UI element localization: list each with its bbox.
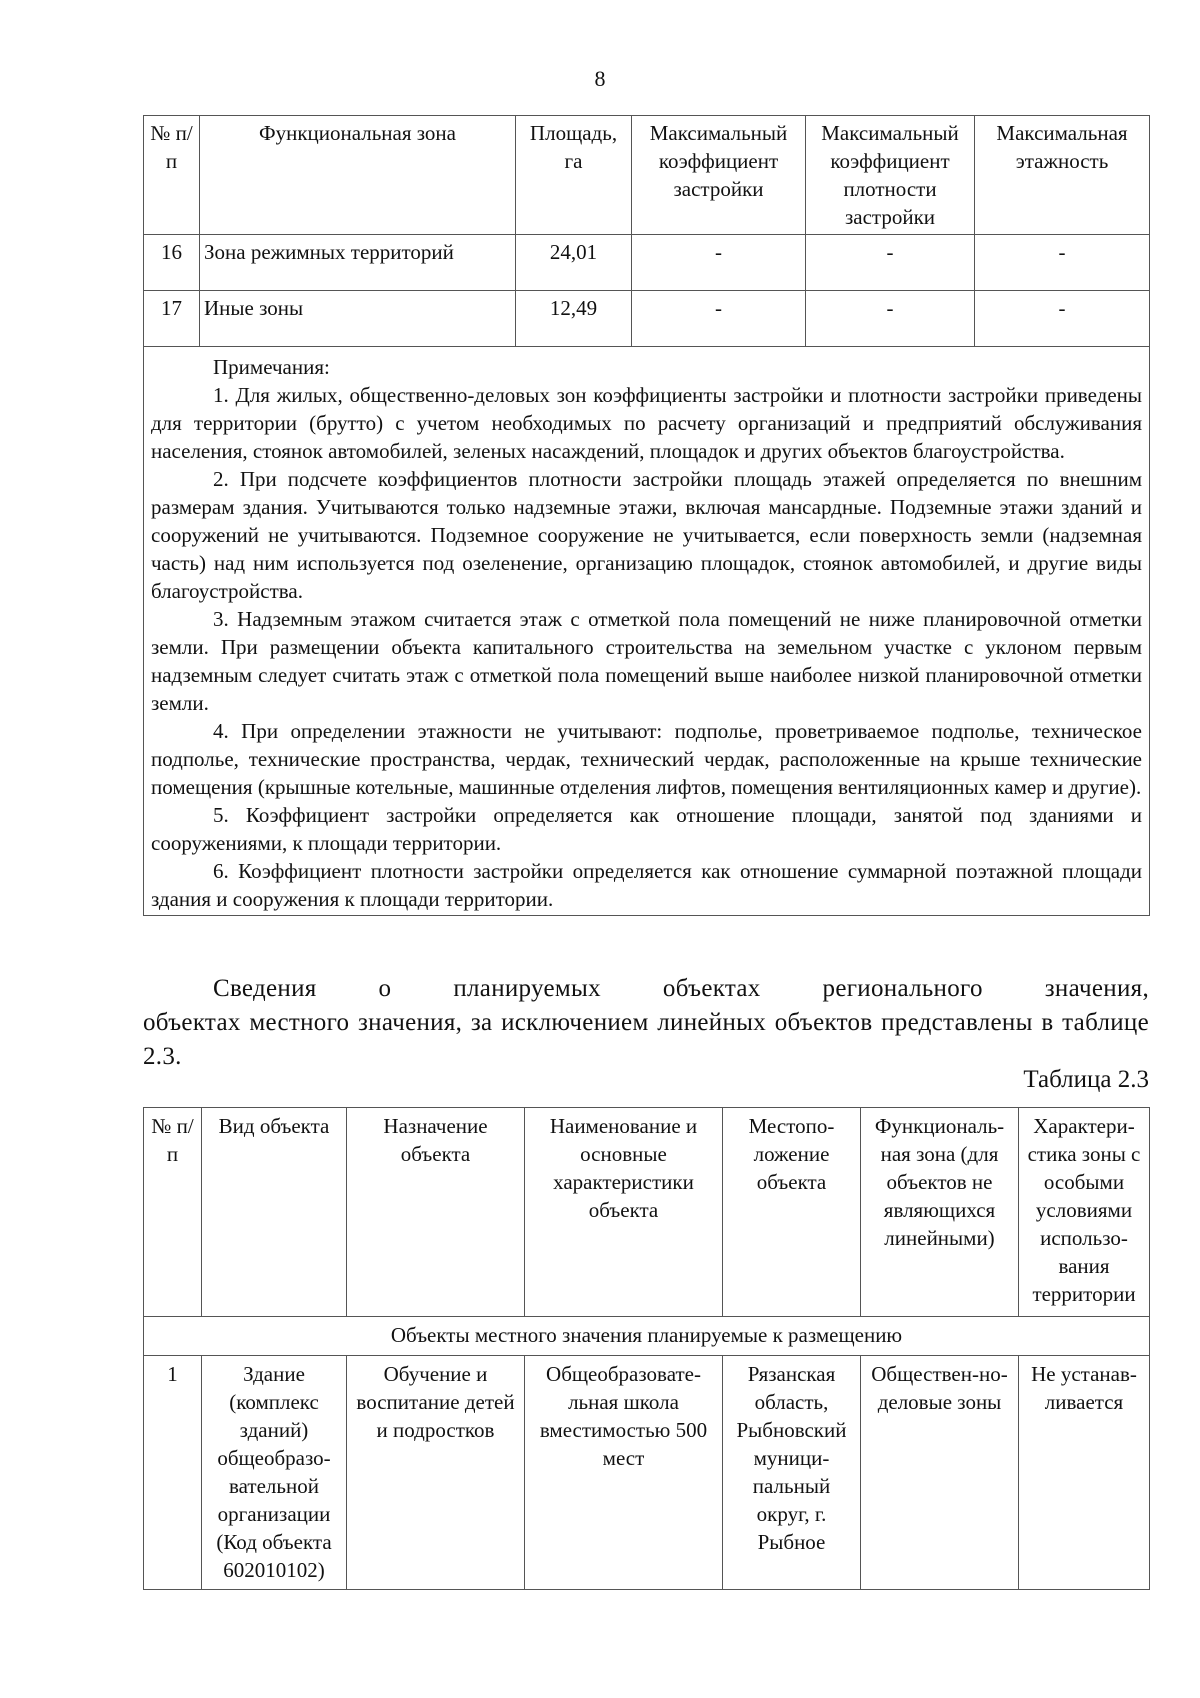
header-cell-purpose: Назначение объекта bbox=[347, 1108, 525, 1317]
paragraph-first-line: Сведения о планируемых объектах регионального значения, bbox=[213, 975, 1149, 1002]
notes-cell bbox=[144, 347, 1150, 916]
row-max-floors: - bbox=[975, 235, 1150, 291]
section-row bbox=[144, 1317, 1150, 1356]
notes-title: Примечания: bbox=[213, 355, 330, 379]
notes-row bbox=[144, 347, 1150, 916]
objects-table-header-row bbox=[144, 1108, 1150, 1317]
table-row bbox=[144, 235, 1150, 291]
row-number: 16 bbox=[144, 235, 200, 291]
note-item: 2. При подсчете коэффициентов плотности застройки площадь этажей определяется по внешним размерам здания. Учитываются только надземные этажи, включая мансардные. Подземные этажи зданий и сооружений не учитываются. Подземное сооружение не учитывается, если поверхность земли (надземная часть) над ним используется под озеленение, организацию площадок, стоянок автомобилей, и другие виды благоустройства. bbox=[151, 467, 1142, 603]
row-number: 17 bbox=[144, 291, 200, 347]
note-item: 5. Коэффициент застройки определяется как отношение площади, занятой под зданиями и сооружениями, к площади территории. bbox=[151, 803, 1142, 855]
row-zone: Иные зоны bbox=[200, 291, 516, 347]
header-cell-location: Местопо-ложение объекта bbox=[723, 1108, 861, 1317]
note-item: 6. Коэффициент плотности застройки определяется как отношение суммарной поэтажной площади здания и сооружения к площади территории. bbox=[151, 859, 1142, 911]
objects-table bbox=[143, 1107, 1150, 1590]
header-cell-density-coef: Максимальный коэффициент плотности застройки bbox=[806, 116, 975, 235]
row-functional-zone: Обществен-но-деловые зоны bbox=[861, 1356, 1019, 1590]
header-cell-build-coef: Максимальный коэффициент застройки bbox=[632, 116, 806, 235]
row-density-coef: - bbox=[806, 235, 975, 291]
row-area: 12,49 bbox=[516, 291, 632, 347]
body-paragraph bbox=[143, 972, 1149, 1074]
header-cell-zone: Функциональная зона bbox=[200, 116, 516, 235]
row-object-type: Здание (комплекс зданий) общеобразо-вательной организации (Код объекта 602010102) bbox=[202, 1356, 347, 1590]
header-cell-area: Площадь, га bbox=[516, 116, 632, 235]
header-cell-number: № п/п bbox=[144, 1108, 202, 1317]
paragraph-rest: объектах местного значения, за исключением линейных объектов представлены в таблице 2.3. bbox=[143, 1009, 1149, 1070]
page-number: 8 bbox=[594, 66, 606, 91]
section-title: Объекты местного значения планируемые к размещению bbox=[144, 1317, 1150, 1356]
zones-table-header-row bbox=[144, 116, 1150, 235]
row-zone: Зона режимных территорий bbox=[200, 235, 516, 291]
row-location: Рязанская область, Рыбновский муници-пальный округ, г. Рыбное bbox=[723, 1356, 861, 1590]
row-zone-characteristic: Не устанав-ливается bbox=[1019, 1356, 1150, 1590]
row-build-coef: - bbox=[632, 235, 806, 291]
note-item: 3. Надземным этажом считается этаж с отметкой пола помещений не ниже планировочной отметки земли. При размещении объекта капитального строительства на земельном участке с уклоном первым надземным следует считать этаж с отметкой пола помещений выше наиболее низкой планировочной отметки земли. bbox=[151, 607, 1142, 715]
row-purpose: Обучение и воспитание детей и подростков bbox=[347, 1356, 525, 1590]
table-row bbox=[144, 291, 1150, 347]
row-density-coef: - bbox=[806, 291, 975, 347]
header-cell-functional-zone: Функциональ-ная зона (для объектов не являющихся линейными) bbox=[861, 1108, 1019, 1317]
note-item: 4. При определении этажности не учитывают: подполье, проветриваемое подполье, техническое подполье, технические пространства, чердак, технический чердак, расположенные на крыше технические помещения (крышные котельные, машинные отделения лифтов, помещения вентиляционных камер и другие). bbox=[151, 719, 1142, 799]
note-item: 1. Для жилых, общественно-деловых зон коэффициенты застройки и плотности застройки приведены для территории (брутто) с учетом необходимых по расчету организаций и предприятий обслуживания населения, стоянок автомобилей, зеленых насаждений, площадок и других объектов благоустройства. bbox=[151, 383, 1142, 463]
table-row bbox=[144, 1356, 1150, 1590]
header-cell-number: № п/п bbox=[144, 116, 200, 235]
header-cell-max-floors: Максимальная этажность bbox=[975, 116, 1150, 235]
header-cell-object-type: Вид объекта bbox=[202, 1108, 347, 1317]
row-area: 24,01 bbox=[516, 235, 632, 291]
header-cell-zone-characteristic: Характери-стика зоны с особыми условиями использо-вания территории bbox=[1019, 1108, 1150, 1317]
row-build-coef: - bbox=[632, 291, 806, 347]
zones-table bbox=[143, 115, 1150, 916]
row-name: Общеобразовате-льная школа вместимостью 500 мест bbox=[525, 1356, 723, 1590]
table-caption: Таблица 2.3 bbox=[1023, 1066, 1149, 1093]
row-number: 1 bbox=[144, 1356, 202, 1590]
row-max-floors: - bbox=[975, 291, 1150, 347]
header-cell-name: Наименование и основные характеристики объекта bbox=[525, 1108, 723, 1317]
